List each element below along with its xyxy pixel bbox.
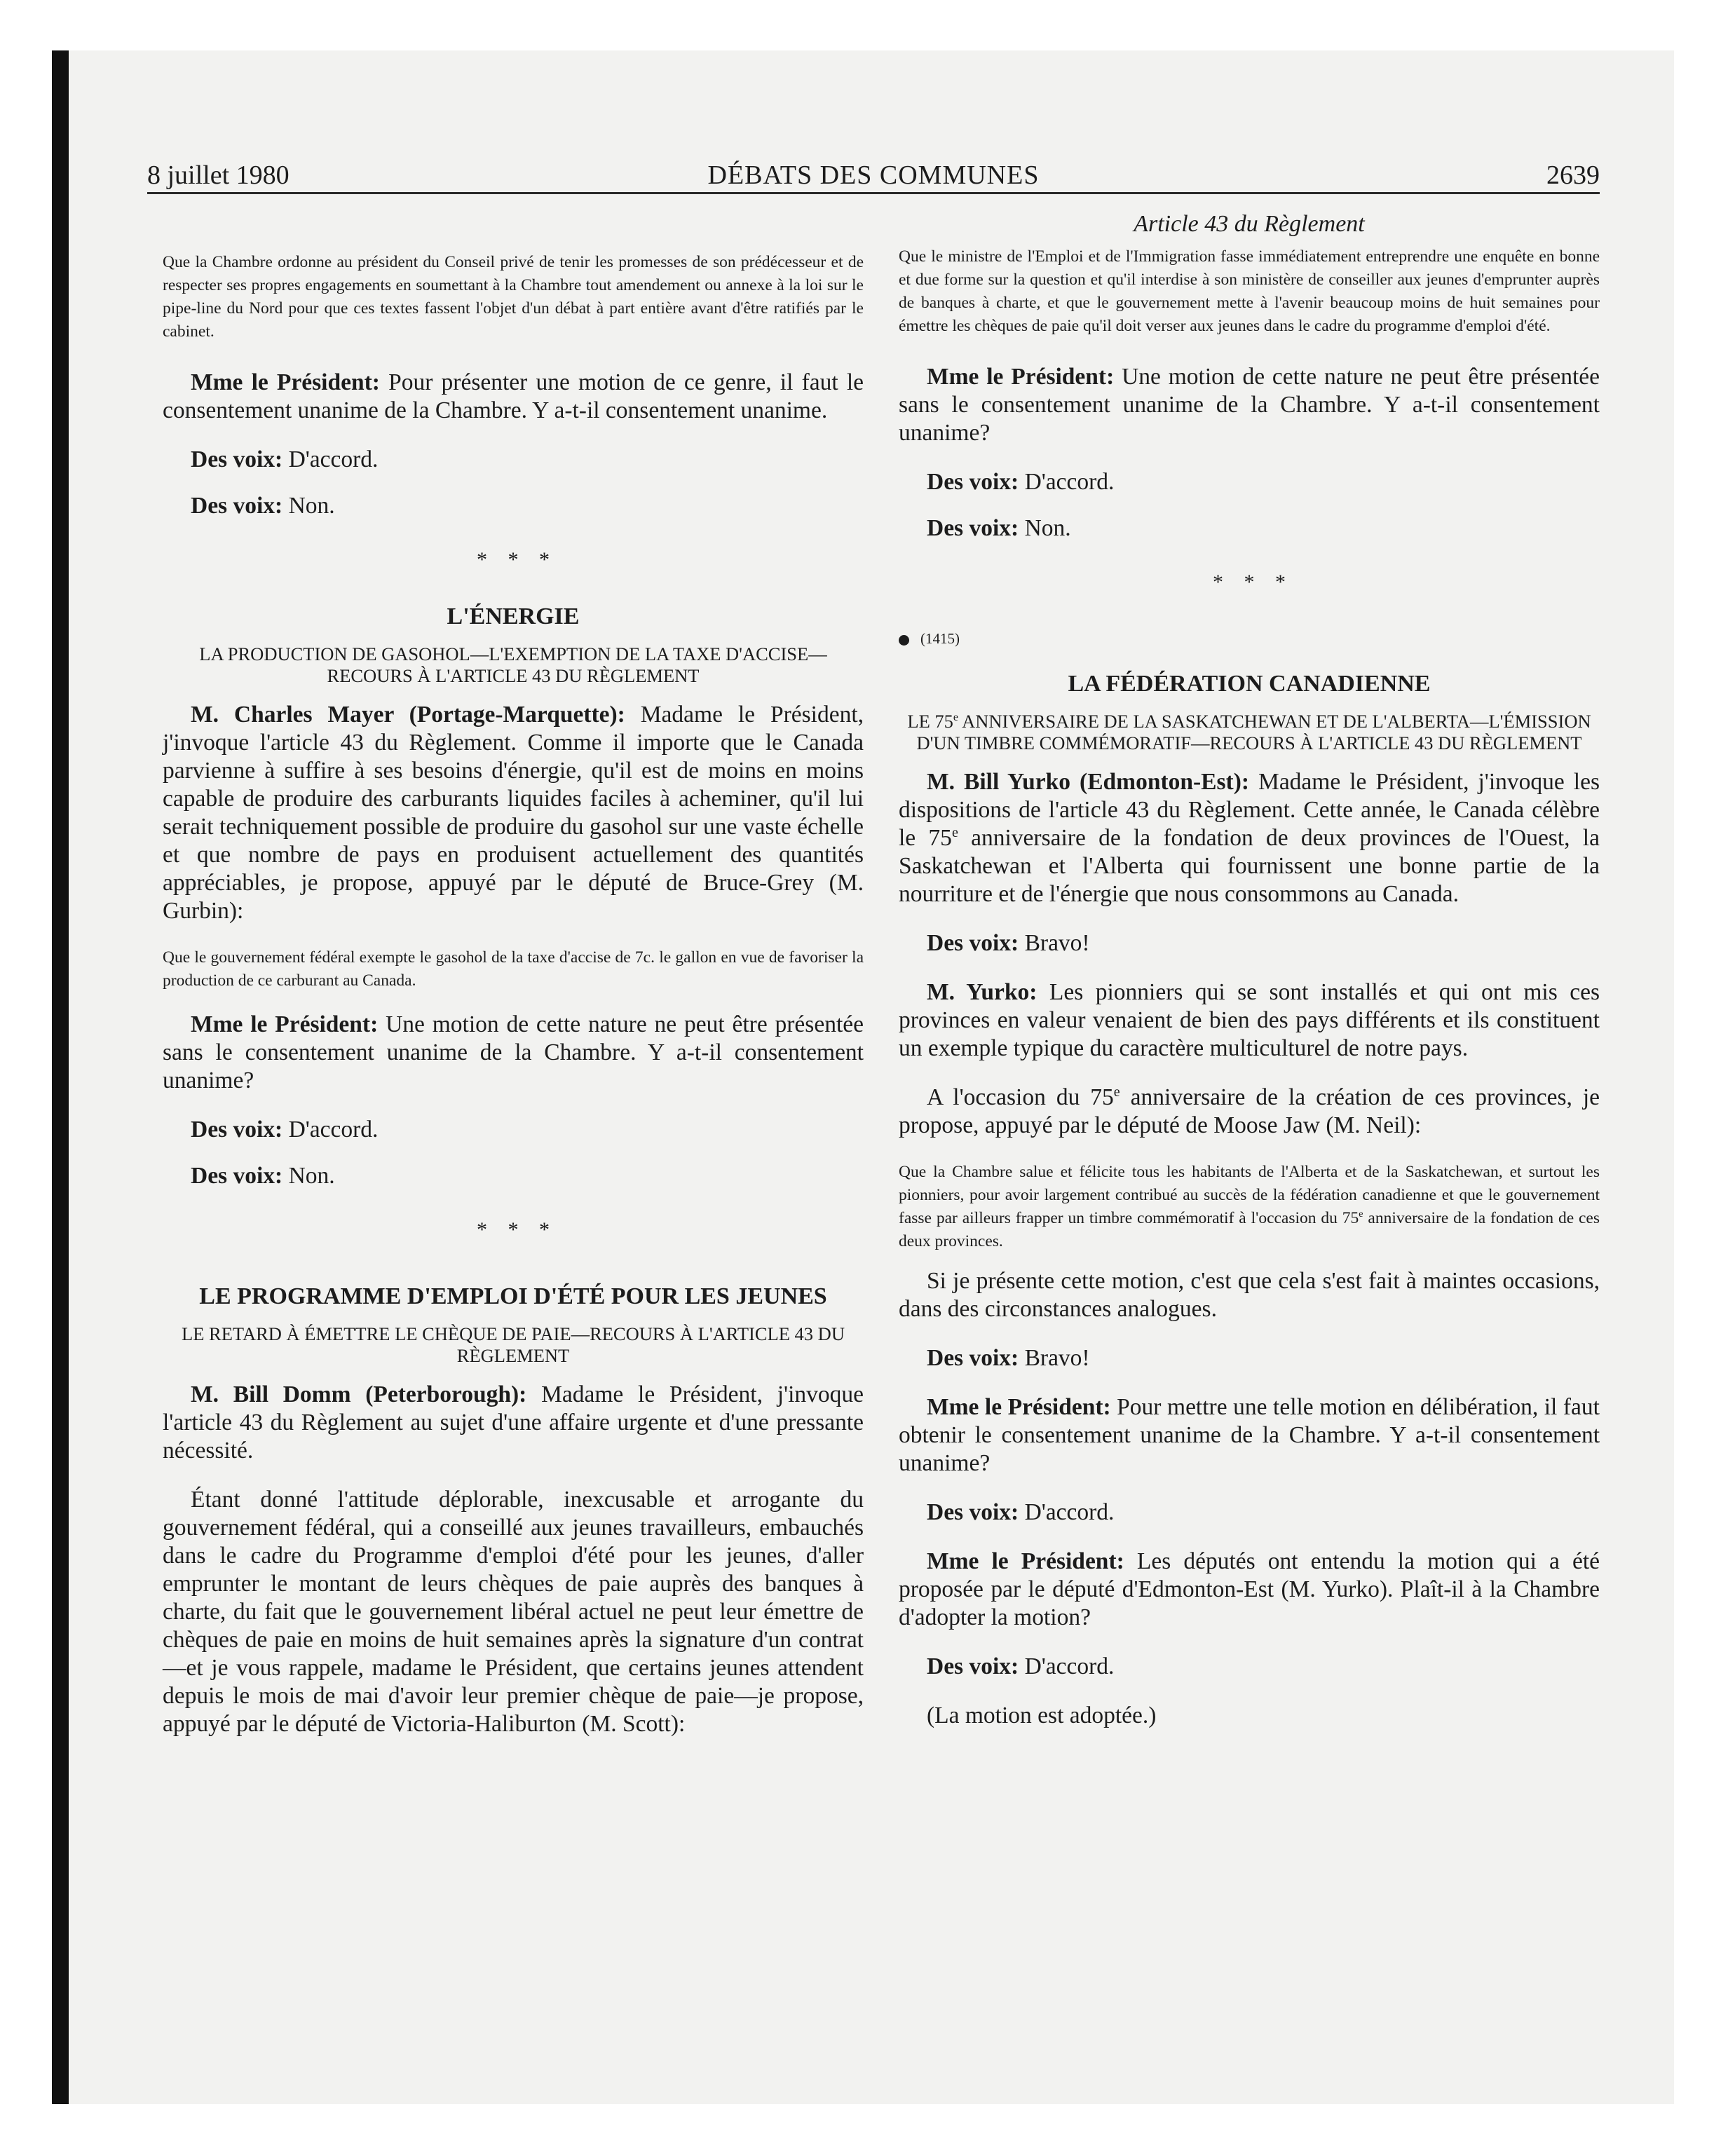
speaker-name: M. Yurko:	[927, 979, 1037, 1005]
motion-text: Que le gouvernement fédéral exempte le gasohol de la taxe d'accise de 7c. le gallon en vue de favoriser la production de ce carburant au Canada.	[163, 948, 864, 990]
voice-text: D'accord.	[283, 1117, 379, 1142]
speech-paragraph: Si je présente cette motion, c'est que cela s'est fait à maintes occasions, dans des circonstances analogues.	[899, 1268, 1600, 1322]
section-heading: L'ÉNERGIE	[447, 603, 580, 629]
voice-text: D'accord.	[1019, 1499, 1115, 1525]
speaker-name: Des voix:	[927, 1499, 1019, 1525]
section-separator: * * *	[477, 1218, 550, 1241]
speaker-name: Des voix:	[927, 1653, 1019, 1679]
header-date: 8 juillet 1980	[147, 161, 290, 190]
left-column	[163, 210, 864, 1738]
voice-line	[899, 1653, 1600, 1681]
speech-paragraph	[163, 701, 864, 925]
section-separator: * * *	[1213, 571, 1286, 594]
motion-text-part: Que la Chambre salue et félicite tous les habitants de l'Alberta et de la Saskatchewan, et surtout les pionniers, pour avoir largement contribué au succès de la fédération canadienne et que le gouvernement fasse par ailleurs frapper un timbre commémoratif à l'occasion du 75	[899, 1163, 1600, 1227]
section-subheading	[899, 711, 1600, 754]
speaker-name: Des voix:	[927, 1345, 1019, 1371]
speech-paragraph	[899, 978, 1600, 1063]
speech-text: Madame le Président, j'invoque l'article 43 du Règlement. Comme il importe que le Canada parvienne à suffire à ses besoins d'énergie, qu'il est de moins en moins capable de produire des carburants liquides faciles à acheminer, qu'il lui serait techniquement possible de produire du gasohol sur une vaste échelle et que nombre de pays en produisent actuellement des quantités appréciables, je propose, appuyé par le député de Bruce-Grey (M. Gurbin):	[163, 702, 864, 924]
voice-text: Non.	[283, 1163, 335, 1189]
subheading-text: LE 75	[907, 711, 953, 732]
voice-text: Non.	[283, 493, 335, 519]
speaker-name: Mme le Président:	[927, 364, 1115, 390]
section-heading: LE PROGRAMME D'EMPLOI D'ÉTÉ POUR LES JEUNES	[199, 1283, 827, 1309]
voice-line	[899, 514, 1600, 543]
speech-text: Pour mettre une telle motion en délibération, il faut obtenir le consentement unanime de la Chambre. Y a-t-il consentement unanime?	[899, 1394, 1600, 1476]
speaker-name: Des voix:	[927, 515, 1019, 541]
voice-text: Bravo!	[1019, 930, 1090, 956]
binding-edge	[52, 50, 69, 2104]
speech-paragraph	[899, 1393, 1600, 1478]
speaker-name: Des voix:	[191, 493, 283, 519]
speech-text: Les pionniers qui se sont installés et qui ont mis ces provinces en valeur venaient de bien des pays différents et ils constituent un exemple typique du caractère multiculturel de notre pays.	[899, 979, 1600, 1061]
voice-text: D'accord.	[283, 446, 379, 472]
speaker-name: Des voix:	[191, 1117, 283, 1142]
superscript: e	[953, 711, 958, 724]
speaker-name: Des voix:	[191, 446, 283, 472]
speech-paragraph	[899, 1548, 1600, 1632]
speech-text: Pour présenter une motion de ce genre, il faut le consentement unanime de la Chambre. Y a-t-il consentement unanime.	[163, 369, 864, 423]
speech-paragraph	[163, 369, 864, 425]
voice-line	[163, 1162, 864, 1190]
speaker-name: Des voix:	[927, 930, 1019, 956]
rule-heading: Article 43 du Règlement	[1134, 211, 1365, 237]
speech-text: Madame le Président, j'invoque l'article 43 du Règlement au sujet d'une affaire urgente et d'une pressante nécessité.	[163, 1381, 864, 1464]
speech-text: Une motion de cette nature ne peut être présentée sans le consentement unanime de la Chambre. Y a-t-il consentement unanime?	[163, 1011, 864, 1093]
speech-text: Les députés ont entendu la motion qui a été proposée par le député d'Edmonton-Est (M. Yurko). Plaît-il à la Chambre d'adopter la motion?	[899, 1548, 1600, 1630]
speaker-name: M. Charles Mayer (Portage-Marquette):	[191, 702, 625, 728]
speech-paragraph	[899, 1084, 1600, 1140]
speech-paragraph	[899, 768, 1600, 908]
speech-paragraph	[163, 1381, 864, 1465]
section-subheading: LE RETARD À ÉMETTRE LE CHÈQUE DE PAIE—RECOURS À L'ARTICLE 43 DU RÈGLEMENT	[182, 1323, 845, 1366]
speaker-name: M. Bill Yurko (Edmonton-Est):	[927, 769, 1250, 795]
voice-line	[899, 1499, 1600, 1527]
superscript: e	[951, 824, 958, 840]
right-column	[899, 210, 1600, 1730]
voice-line	[163, 446, 864, 474]
subheading-text: ANNIVERSAIRE DE LA SASKATCHEWAN ET DE L'ALBERTA—L'ÉMISSION D'UN TIMBRE COMMÉMORATIF—RECOURS À L'ARTICLE 43 DU RÈGLEMENT	[916, 711, 1591, 753]
superscript: e	[1359, 1208, 1363, 1220]
superscript: e	[1113, 1084, 1120, 1100]
voice-line	[163, 492, 864, 520]
motion-text: Que le ministre de l'Emploi et de l'Immigration fasse immédiatement entreprendre une enquête en bonne et due forme sur la question et qu'il interdise à son ministère de conseiller aux jeunes d'emprunter auprès de banques à charte, et que le gouvernement mette à l'avenir beaucoup moins de huit semaines pour émettre les chèques de paie qu'il doit verser aux jeunes dans le cadre du programme d'emploi d'été.	[899, 247, 1600, 335]
speaker-name: Mme le Président:	[927, 1548, 1124, 1574]
speaker-name: Mme le Président:	[927, 1394, 1111, 1420]
speaker-name: Des voix:	[191, 1163, 283, 1189]
speech-paragraph	[163, 1011, 864, 1095]
running-header	[147, 160, 1600, 194]
section-subheading: LA PRODUCTION DE GASOHOL—L'EXEMPTION DE LA TAXE D'ACCISE—RECOURS À L'ARTICLE 43 DU RÈGLEMENT	[199, 643, 827, 686]
speech-paragraph: Étant donné l'attitude déplorable, inexcusable et arrogante du gouvernement fédéral, qui a conseillé aux jeunes travailleurs, embauchés dans le cadre du Programme d'emploi d'été pour les jeunes, d'aller emprunter le montant de leurs chèques de paie auprès des banques à charte, du fait que le gouvernement libéral actuel ne peut leur émettre de chèques de paie en moins de huit semaines après la signature d'un contrat—et je vous rappele, madame le Président, que certains jeunes attendent depuis le mois de mai d'avoir leur premier chèque de paie—je propose, appuyé par le député de Victoria-Haliburton (M. Scott):	[163, 1487, 864, 1737]
time-marker	[899, 628, 1600, 649]
voice-line	[899, 468, 1600, 496]
header-title: DÉBATS DES COMMUNES	[707, 161, 1040, 190]
voice-text: Bravo!	[1019, 1345, 1090, 1371]
speech-text: Une motion de cette nature ne peut être présentée sans le consentement unanime de la Chambre. Y a-t-il consentement unanime?	[899, 364, 1600, 446]
motion-text	[899, 1161, 1600, 1253]
speech-text: A l'occasion du 75	[927, 1084, 1114, 1110]
speech-text: Madame le Président, j'invoque les dispositions de l'article 43 du Règlement. Cette année, le Canada célèbre le 75	[899, 769, 1600, 851]
motion-text: Que la Chambre ordonne au président du Conseil privé de tenir les promesses de son prédécesseur et de respecter ses propres engagements en soumettant à la Chambre tout amendement ou annexe à la loi sur le pipe-line du Nord pour que ces textes fassent l'objet d'un débat à part entière avant d'être ratifiés par le cabinet.	[163, 253, 864, 341]
voice-text: Non.	[1019, 515, 1071, 541]
speaker-name: Mme le Président:	[191, 1011, 379, 1037]
voice-line	[899, 929, 1600, 957]
header-page-number: 2639	[1546, 161, 1600, 190]
voice-text: D'accord.	[1019, 1653, 1115, 1679]
speaker-name: Mme le Président:	[191, 369, 380, 395]
speech-text: anniversaire de la création de ces provinces, je propose, appuyé par le député de Moose Jaw (M. Neil):	[899, 1084, 1600, 1138]
speech-text: anniversaire de la fondation de deux provinces de l'Ouest, la Saskatchewan et l'Alberta qui fournissent une bonne partie de la nourriture et de l'énergie que nous consommons au Canada.	[899, 825, 1600, 907]
speaker-name: Des voix:	[927, 469, 1019, 495]
closing-remark: (La motion est adoptée.)	[927, 1703, 1157, 1728]
voice-text: D'accord.	[1019, 469, 1115, 495]
motion-text-part: anniversaire de la fondation de ces deux provinces.	[899, 1209, 1600, 1250]
section-separator: * * *	[477, 548, 550, 571]
time-marker-text: (1415)	[920, 630, 960, 647]
bullet-dot-icon	[899, 635, 909, 646]
speaker-name: M. Bill Domm (Peterborough):	[191, 1381, 527, 1407]
voice-line	[163, 1116, 864, 1144]
voice-line	[899, 1344, 1600, 1372]
section-heading: LA FÉDÉRATION CANADIENNE	[1068, 671, 1431, 697]
speech-paragraph	[899, 363, 1600, 447]
